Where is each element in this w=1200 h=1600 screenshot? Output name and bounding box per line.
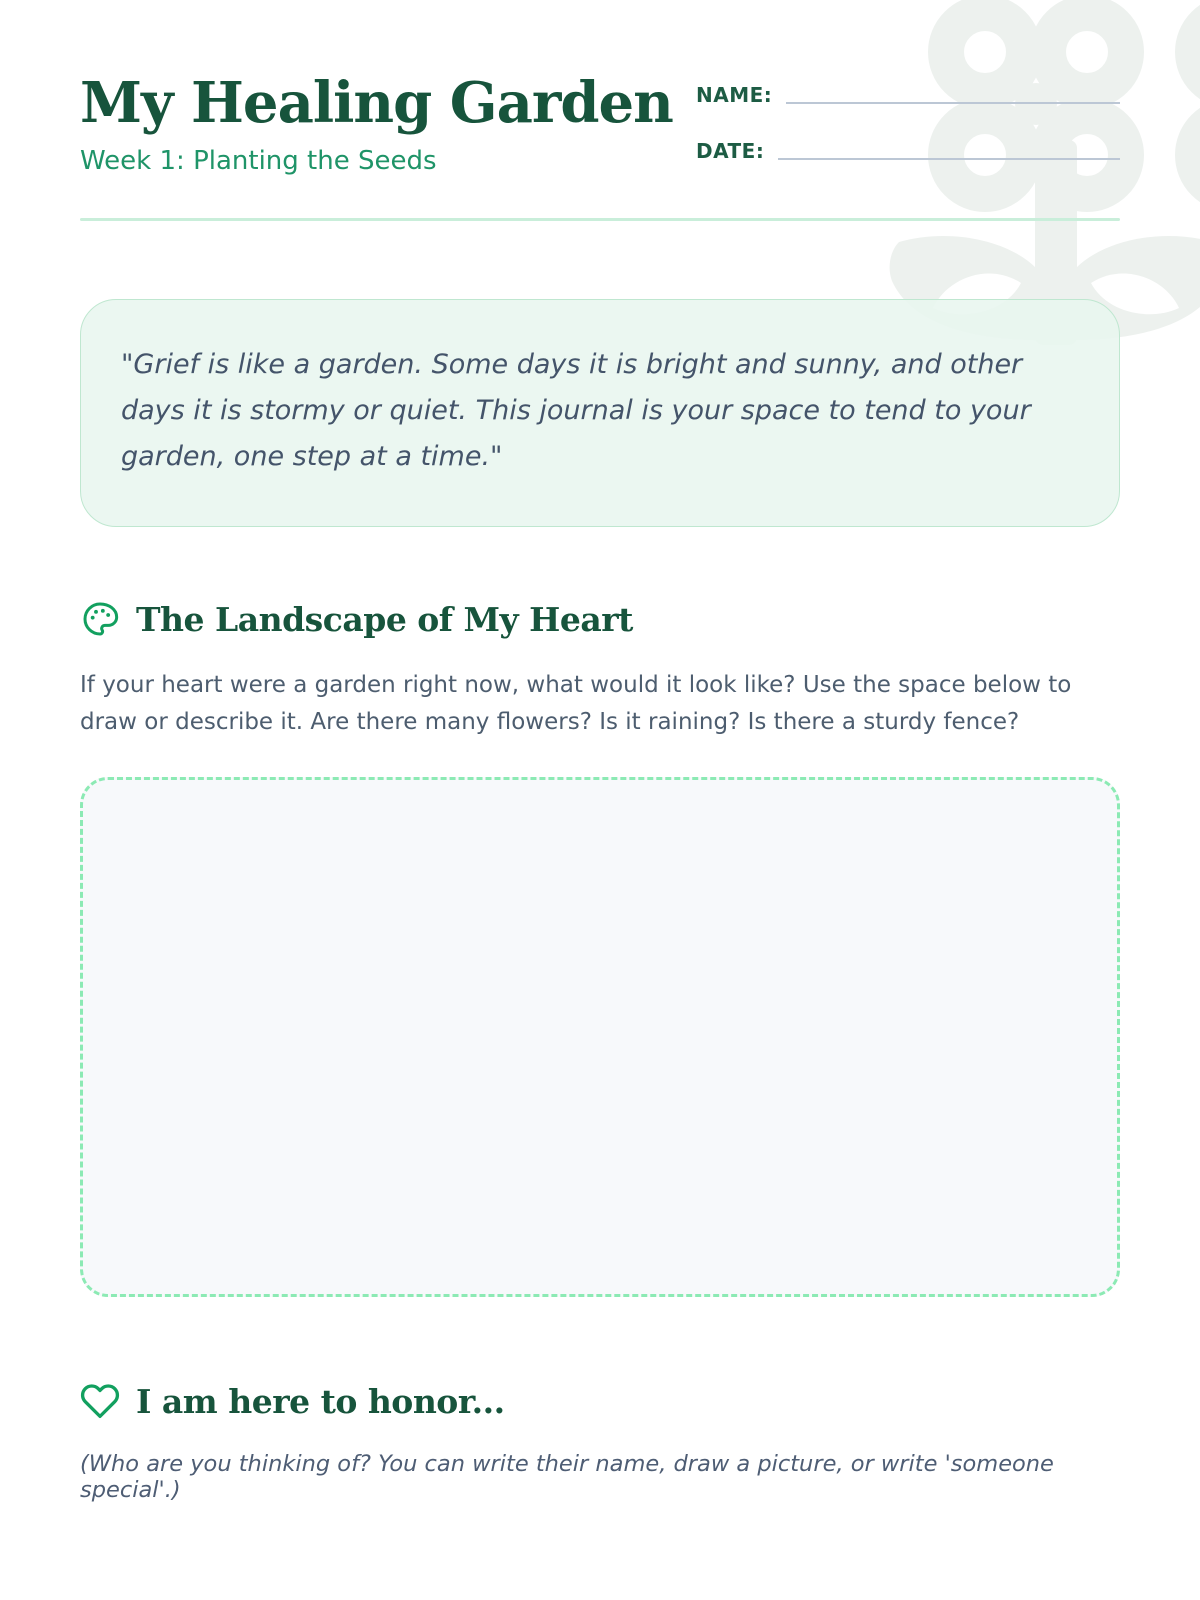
name-date-fields (696, 74, 1120, 162)
name-label: NAME: (696, 83, 773, 107)
section-landscape-header (80, 599, 1120, 639)
landscape-prompt: If your heart were a garden right now, what would it look like? Use the space below to draw or describe it. Are there many flowers? Is it raining? Is there a sturdy fence? (80, 672, 1072, 736)
name-field-row (696, 84, 1120, 106)
drawing-area[interactable] (80, 777, 1120, 1297)
date-label: DATE: (696, 139, 765, 163)
heart-icon (80, 1381, 120, 1421)
date-field-row (696, 140, 1120, 162)
name-input-line[interactable] (786, 102, 1120, 104)
title-block (80, 70, 673, 177)
section-landscape-title: The Landscape of My Heart (136, 599, 633, 639)
page-title: My Healing Garden (80, 70, 673, 136)
section-honor-header (80, 1381, 1120, 1421)
quote-box (80, 299, 1120, 527)
honor-hint: (Who are you thinking of? You can write their name, draw a picture, or write 'someone special'.) (80, 1451, 1054, 1504)
quote-text: "Grief is like a garden. Some days it is bright and sunny, and other days it is stormy or quiet. This journal is your space to tend to your garden, one step at a time." (121, 349, 1031, 473)
palette-icon (80, 599, 120, 639)
date-input-line[interactable] (778, 158, 1120, 160)
header (80, 70, 1120, 177)
header-divider (80, 218, 1120, 221)
section-honor-title: I am here to honor... (136, 1381, 505, 1421)
page-subtitle: Week 1: Planting the Seeds (80, 146, 437, 177)
